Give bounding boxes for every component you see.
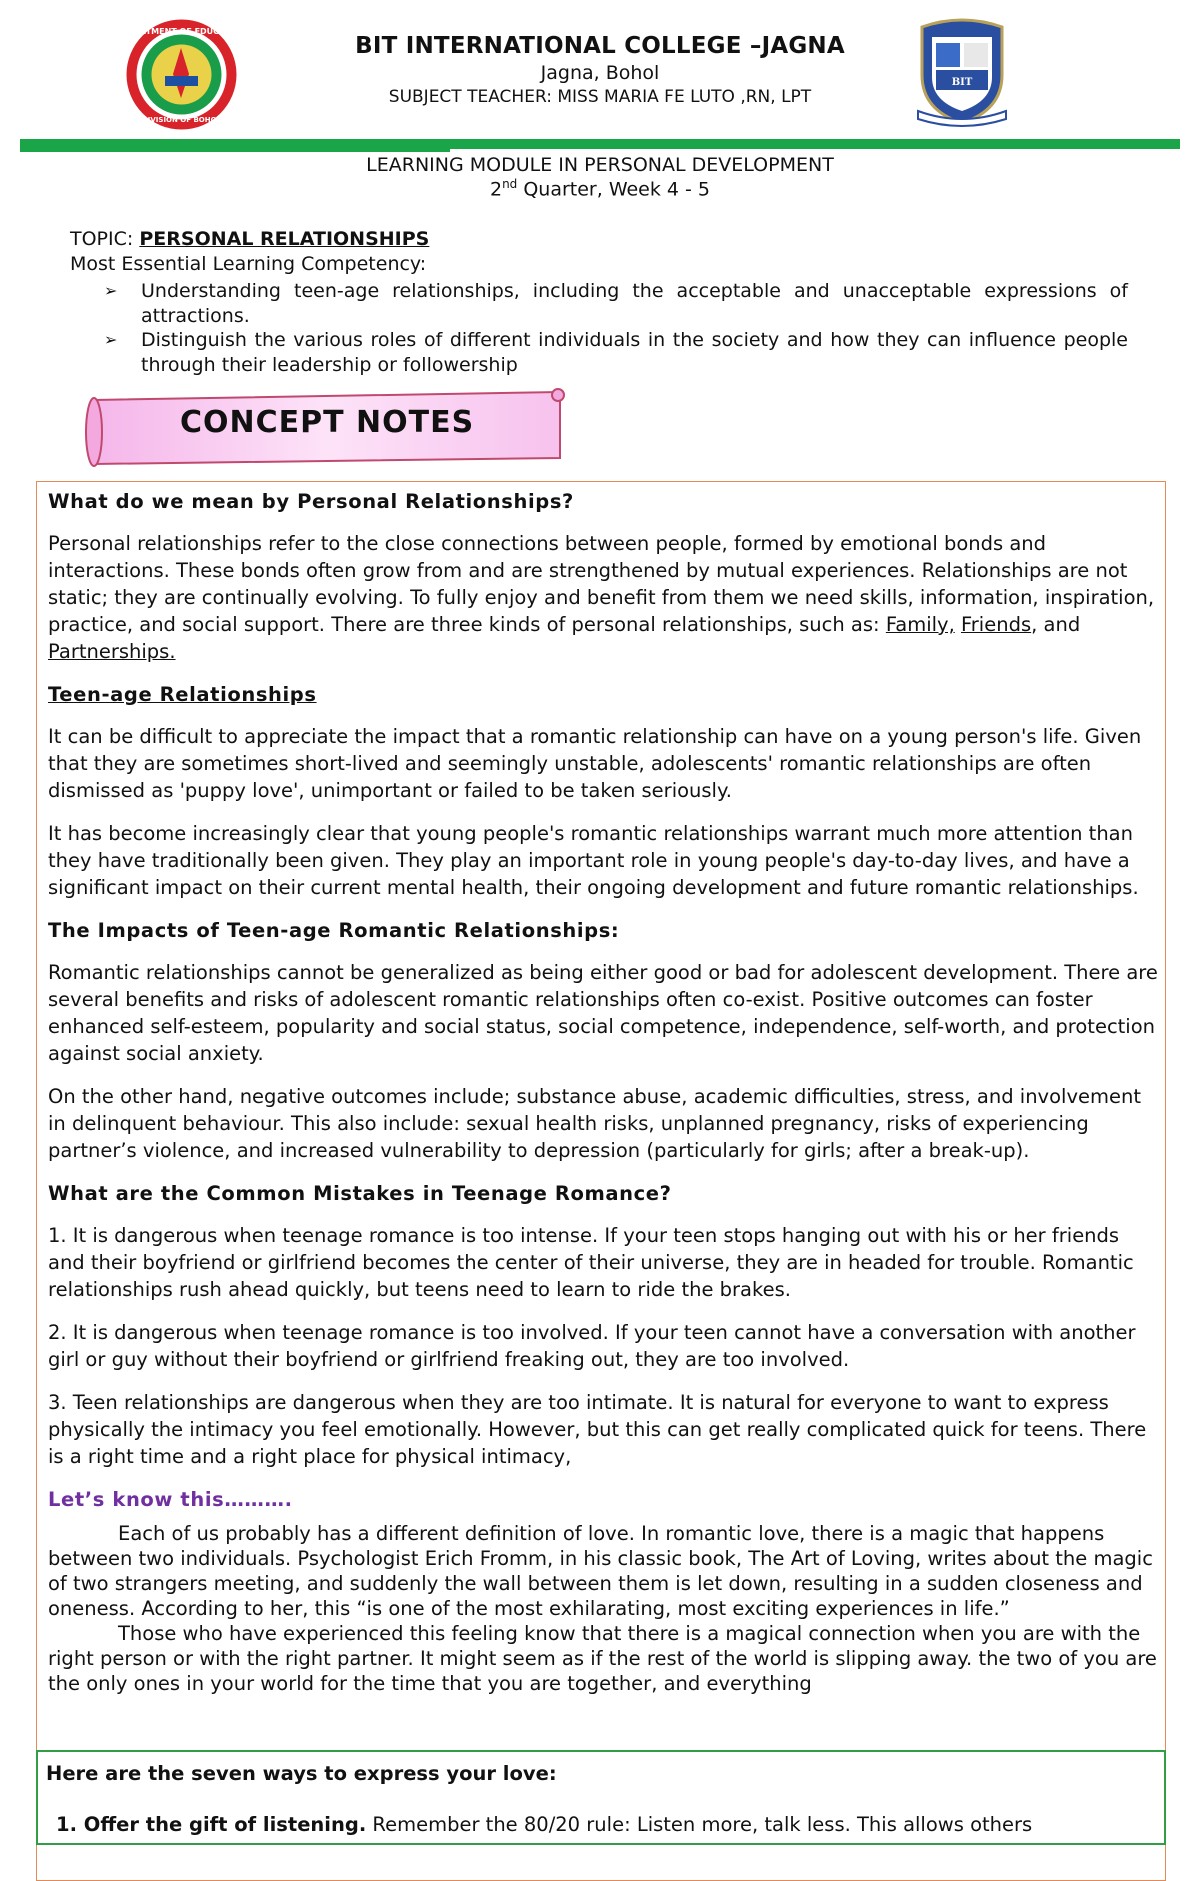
- impacts-paragraph: On the other hand, negative outcomes include; substance abuse, academic difficulties, stress, and involvement in delinquent behaviour. This also include: sexual health risks, unplanned pregnancy, risks of experiencing partner’s violence, and increased vulnerability to depression (particularly for girls; after a break-up).: [48, 1085, 1141, 1162]
- svg-text:DIVISION OF BOHOL: DIVISION OF BOHOL: [141, 116, 222, 124]
- impacts-paragraph: Romantic relationships cannot be generalized as being either good or bad for adolescent development. There are several benefits and risks of adolescent romantic relationships often co-exist. Positive outcomes can foster enhanced self-esteem, popularity and social status, social competence, independence, self-worth, and protection against social anxiety.: [48, 961, 1158, 1065]
- way-title: 1. Offer the gift of listening.: [56, 1813, 367, 1836]
- kind-partnerships: Partnerships.: [48, 640, 176, 663]
- teen-paragraph: It can be difficult to appreciate the impact that a romantic relationship can have on a young person's life. Given that they are sometimes short-lived and seemingly unstable, adolescents' romantic relationships are often dismissed as 'puppy love', unimportant or failed to be taken seriously.: [48, 725, 1142, 802]
- competency-bullet: [104, 328, 1128, 377]
- concept-content: [48, 488, 1158, 1696]
- definition-text: Personal relationships refer to the close connections between people, formed by emotional bonds and interactions. These bonds often grow from and are strengthened by mutual experiences. Relationships are not static; they are continually evolving. To fully enjoy and benefit from them we need skills, information, inspiration, practice, and social support. There are three kinds of personal relationships, such as:: [48, 532, 1155, 636]
- competency-bullet: [104, 279, 1128, 328]
- college-location: Jagna, Bohol: [540, 62, 660, 84]
- topic-label: TOPIC:: [70, 228, 140, 250]
- love-paragraph: Those who have experienced this feeling know that there is a magical connection when you are with the right person or with the right partner. It might seem as if the rest of the world is slipping away. the two of you are the only ones in your world for the time that you are together, and everything: [48, 1622, 1157, 1695]
- personal-relationships-definition: Personal relationships refer to the close connections between people, formed by emotional bonds and interactions. These bonds often grow from and are strengthened by mutual experiences. Relationships are not static; they are continually evolving. To fully enjoy and benefit from them we need skills, information, inspiration, practice, and social support. There are three kinds of personal relationships, such as: Family, Friends, and Partnerships.: [48, 532, 1155, 663]
- svg-text:BIT: BIT: [951, 77, 973, 88]
- topic-name: PERSONAL RELATIONSHIPS: [139, 228, 430, 250]
- competency-text: Distinguish the various roles of different individuals in the society and how they can influence people through their leadership or followership: [141, 329, 1128, 376]
- kind-family: Family,: [885, 613, 955, 636]
- way-text: Remember the 80/20 rule: Listen more, talk less. This allows others: [366, 1813, 1033, 1836]
- header-divider: [20, 139, 1180, 149]
- concept-notes-title: CONCEPT NOTES: [180, 405, 475, 440]
- teenage-relationships-heading: Teen-age Relationships: [48, 683, 317, 706]
- header-divider-accent: [20, 149, 450, 152]
- quarter-number: 2: [489, 178, 503, 201]
- lets-know-heading: Let’s know this……….: [48, 1488, 293, 1511]
- module-title: LEARNING MODULE IN PERSONAL DEVELOPMENT: [366, 154, 834, 176]
- arrow-bullet-icon: ➢: [104, 330, 118, 349]
- teen-paragraph: It has become increasingly clear that young people's romantic relationships warrant much more attention than they have traditionally been given. They play an important role in young people's day-to-day lives, and have a significant impact on their current mental health, their ongoing development and future romantic relationships.: [48, 822, 1139, 899]
- subject-teacher: SUBJECT TEACHER: MISS MARIA FE LUTO ,RN, LPT: [388, 87, 812, 107]
- mistake-item: 2. It is dangerous when teenage romance is too involved. If your teen cannot have a conversation with another girl or guy without their boyfriend or girlfriend freaking out, they are too involved.: [48, 1321, 1136, 1371]
- melc-label: Most Essential Learning Competency:: [70, 253, 427, 275]
- quarter-week: Quarter, Week 4 - 5: [517, 178, 711, 201]
- seven-ways-heading: Here are the seven ways to express your love:: [46, 1762, 557, 1785]
- mistakes-heading: What are the Common Mistakes in Teenage Romance?: [48, 1182, 672, 1205]
- personal-relationships-heading: What do we mean by Personal Relationships?: [48, 490, 574, 513]
- mistake-item: 3. Teen relationships are dangerous when they are too intimate. It is natural for everyone to want to express physically the intimacy you feel emotionally. However, but this can get really complicated quick for teens. There is a right time and a right place for physical intimacy,: [48, 1391, 1147, 1468]
- arrow-bullet-icon: ➢: [104, 281, 118, 300]
- svg-text:DEPARTMENT OF EDUCATION: DEPARTMENT OF EDUCATION: [116, 27, 247, 36]
- module-quarter: [0, 177, 1200, 200]
- seven-ways-item: [56, 1813, 1032, 1836]
- kind-friends: Friends: [960, 613, 1032, 636]
- competency-text: Understanding teen-age relationships, including the acceptable and unacceptable expressions of attractions.: [141, 280, 1128, 327]
- quarter-suffix: nd: [502, 177, 518, 191]
- topic-line: [70, 228, 429, 250]
- impacts-heading: The Impacts of Teen-age Romantic Relationships:: [48, 919, 620, 942]
- mistake-item: 1. It is dangerous when teenage romance is too intense. If your teen stops hanging out with his or her friends and their boyfriend or girlfriend becomes the center of their universe, they are in headed for trouble. Romantic relationships rush ahead quickly, but teens need to learn to ride the brakes.: [48, 1224, 1134, 1301]
- love-paragraph: Each of us probably has a different definition of love. In romantic love, there is a magic that happens between two individuals. Psychologist Erich Fromm, in his classic book, The Art of Loving, writes about the magic of two strangers meeting, and suddenly the wall between them is let down, resulting in a sudden closeness and oneness. According to her, this “is one of the most exhilarating, most exciting experiences in life.”: [48, 1522, 1153, 1620]
- college-name: BIT INTERNATIONAL COLLEGE –JAGNA: [355, 33, 845, 59]
